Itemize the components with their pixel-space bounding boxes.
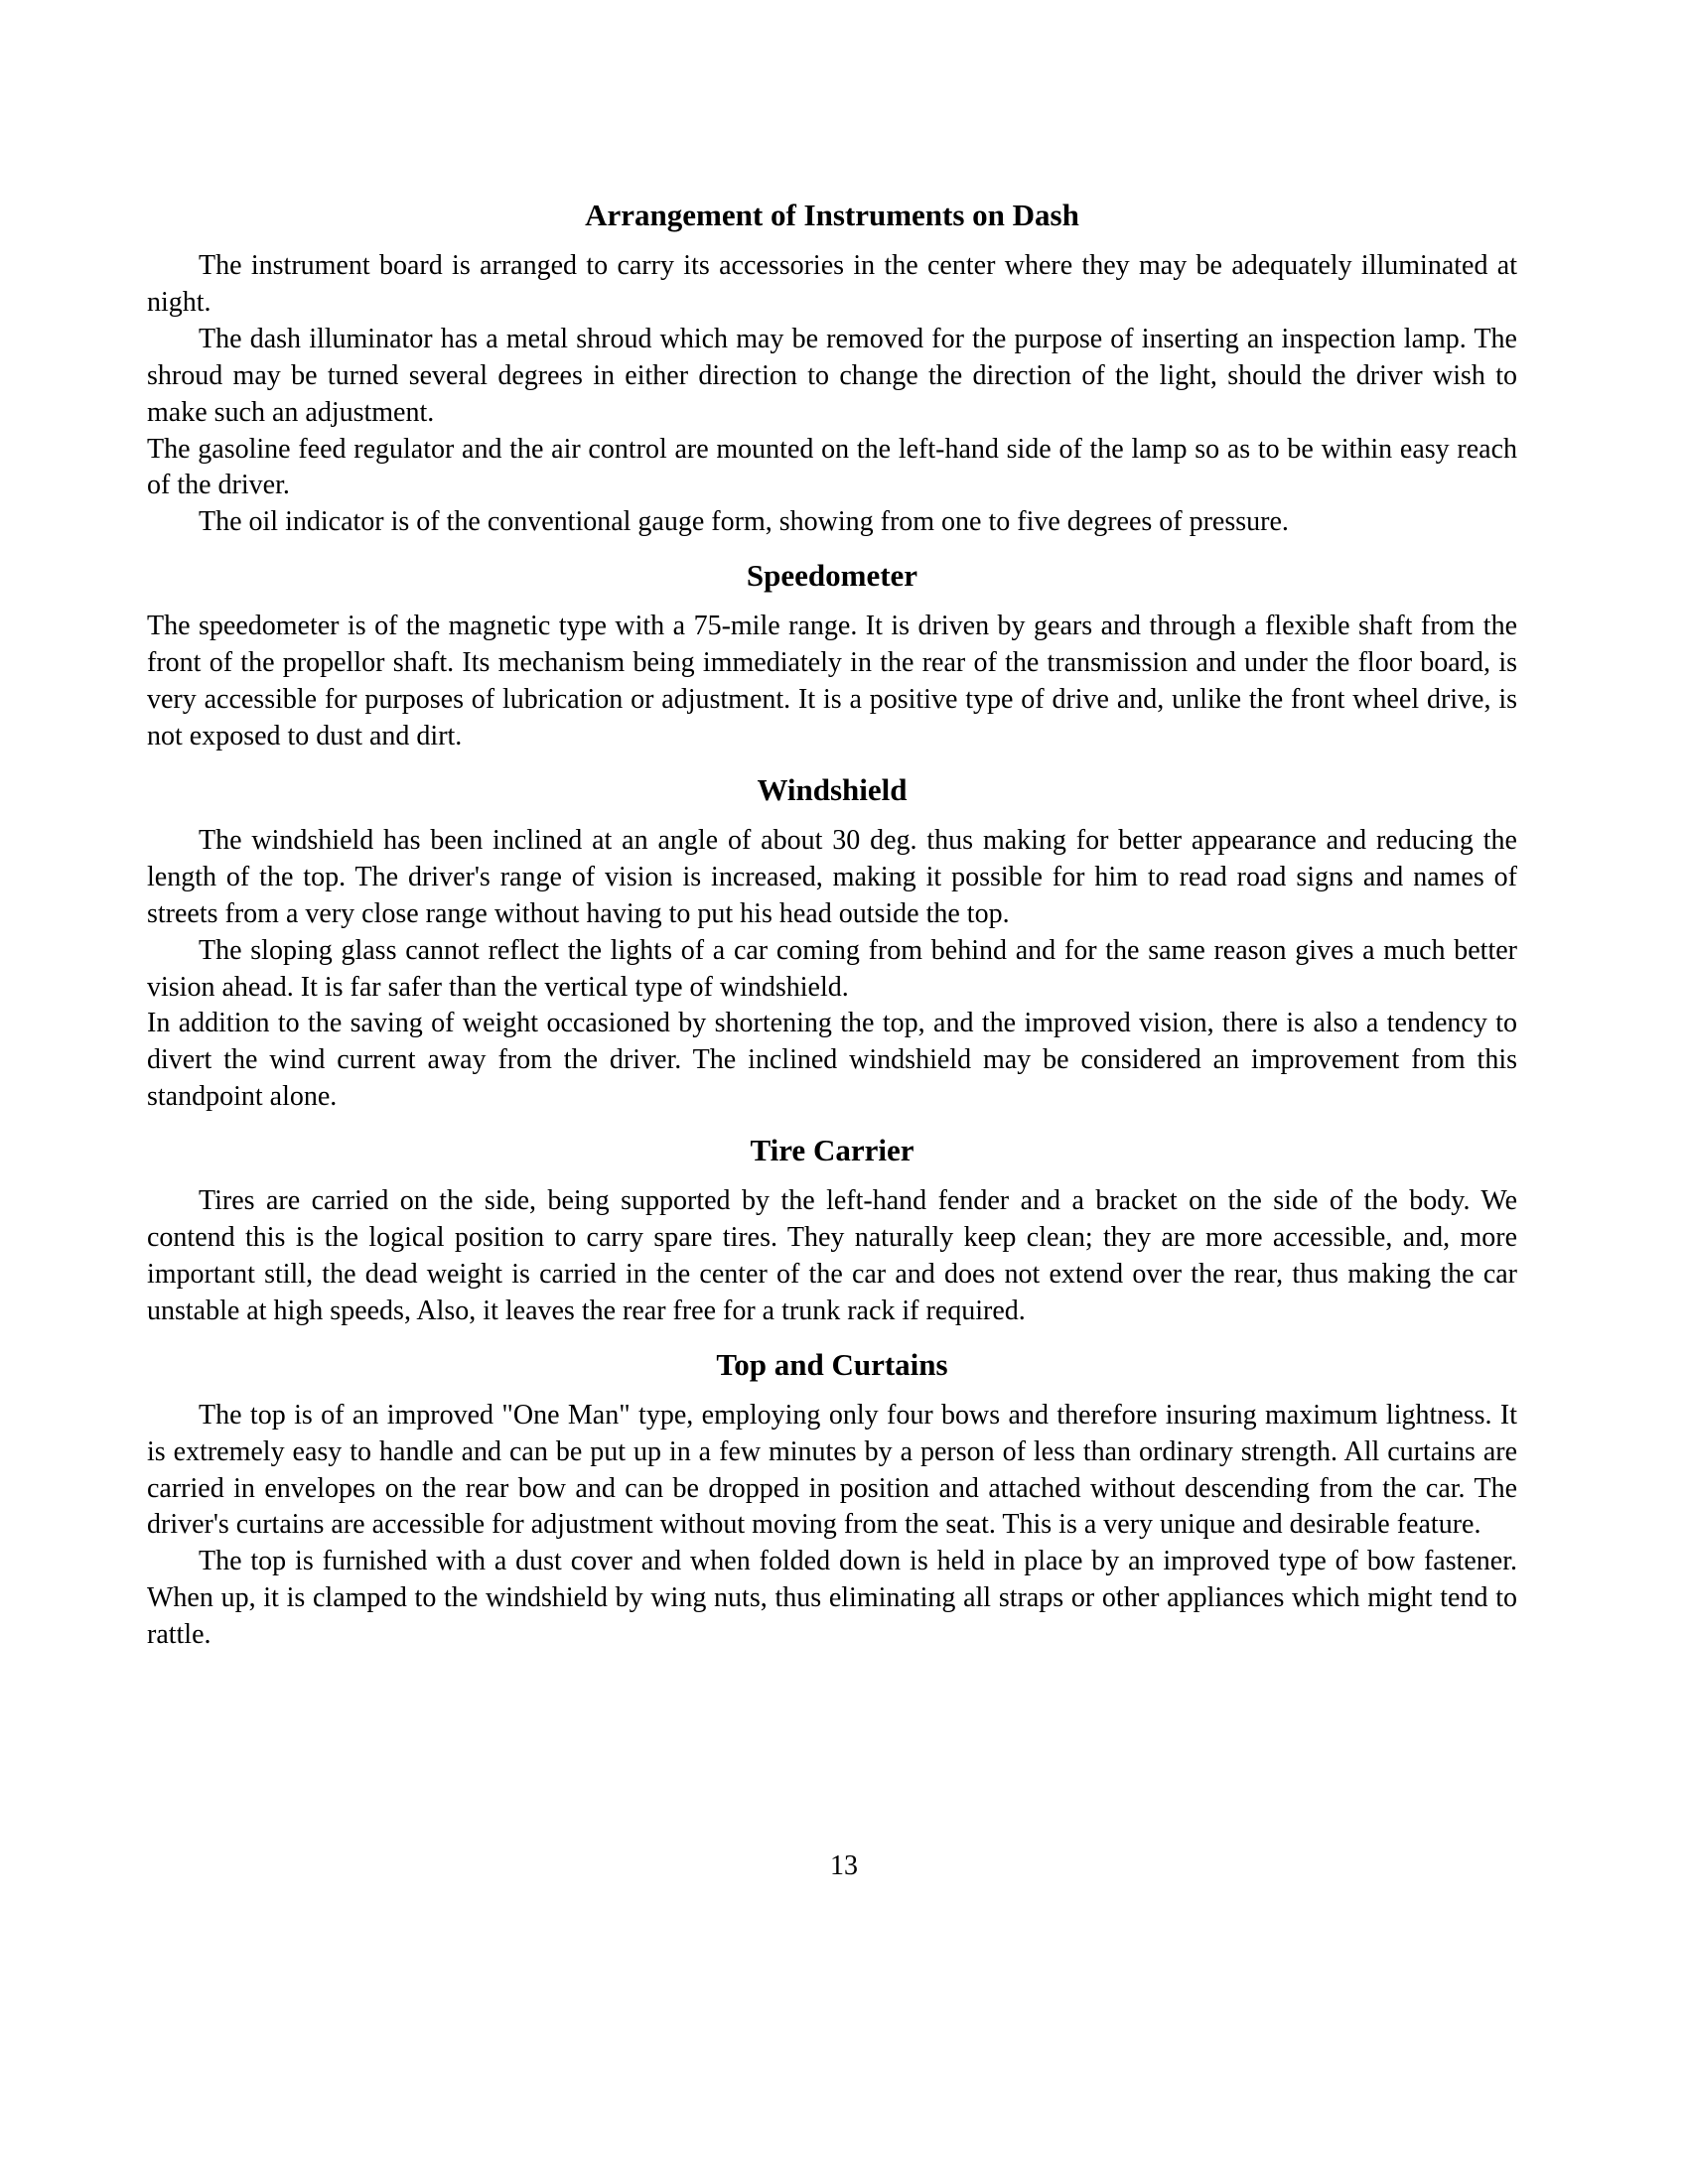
section-speedometer	[147, 557, 1517, 755]
paragraph: The top is furnished with a dust cover and when folded down is held in place by an improved type of bow fastener. When up, it is clamped to the windshield by wing nuts, thus eliminating all straps or other appliances which might tend to rattle.	[147, 1546, 1517, 1651]
paragraph: The sloping glass cannot reflect the lights of a car coming from behind and for the same reason gives a much better vision ahead. It is far safer than the vertical type of windshield.	[147, 934, 1517, 1003]
section-top-and-curtains	[147, 1346, 1517, 1654]
paragraph: The oil indicator is of the conventional gauge form, showing from one to five degrees of pressure.	[199, 506, 1289, 538]
paragraph: Tires are carried on the side, being supported by the left-hand fender and a bracket on the side of the body. We contend this is the logical position to carry spare tires. They naturally keep clean; they are more accessible, and, more important still, the dead weight is carried in the center of the car and does not extend over the rear, thus making the car unstable at high speeds, Also, it leaves the rear free for a trunk rack if required.	[147, 1185, 1517, 1326]
paragraph: The instrument board is arranged to carry its accessories in the center where they may be adequately illuminated at night.	[147, 249, 1517, 318]
paragraph: The windshield has been inclined at an angle of about 30 deg. thus making for better appearance and reducing the length of the top. The driver's range of vision is increased, making it possible for him to read road signs and names of streets from a very close range without having to put his head outside the top.	[147, 824, 1517, 929]
paragraph: The dash illuminator has a metal shroud which may be removed for the purpose of inserting an inspection lamp. The shroud may be turned several degrees in either direction to change the direction of the light, should the driver wish to make such an adjustment.	[147, 323, 1517, 428]
section-heading: Arrangement of Instruments on Dash	[585, 198, 1079, 232]
paragraph: The speedometer is of the magnetic type with a 75-mile range. It is driven by gears and through a flexible shaft from the front of the propellor shaft. Its mechanism being immediately in the rear of the transmission and under the floor board, is very accessible for purposes of lubrication or adjustment. It is a positive type of drive and, unlike the front wheel drive, is not exposed to dust and dirt.	[147, 611, 1517, 751]
paragraph: In addition to the saving of weight occasioned by shortening the top, and the improved vision, there is also a tendency to divert the wind current away from the driver. The inclined windshield may be considered an improvement from this standpoint alone.	[147, 1008, 1517, 1113]
section-heading: Speedometer	[746, 558, 918, 594]
section-heading: Windshield	[757, 771, 908, 807]
section-heading: Tire Carrier	[750, 1133, 914, 1168]
paragraph: The gasoline feed regulator and the air control are mounted on the left-hand side of the lamp so as to be within easy reach of the driver.	[147, 433, 1517, 501]
paragraph: The top is of an improved "One Man" type, employing only four bows and therefore insuring maximum lightness. It is extremely easy to handle and can be put up in a few minutes by a person of less than ordinary strength. All curtains are carried in envelopes on the rear bow and can be dropped in position and attached without descending from the car. The driver's curtains are accessible for adjustment without moving from the seat. This is a very unique and desirable feature.	[147, 1399, 1517, 1541]
section-windshield	[147, 771, 1517, 1116]
section-heading: Top and Curtains	[716, 1346, 948, 1382]
page-number: 13	[830, 1850, 858, 1881]
section-arrangement-of-instruments	[147, 197, 1517, 541]
section-tire-carrier	[147, 1132, 1517, 1330]
